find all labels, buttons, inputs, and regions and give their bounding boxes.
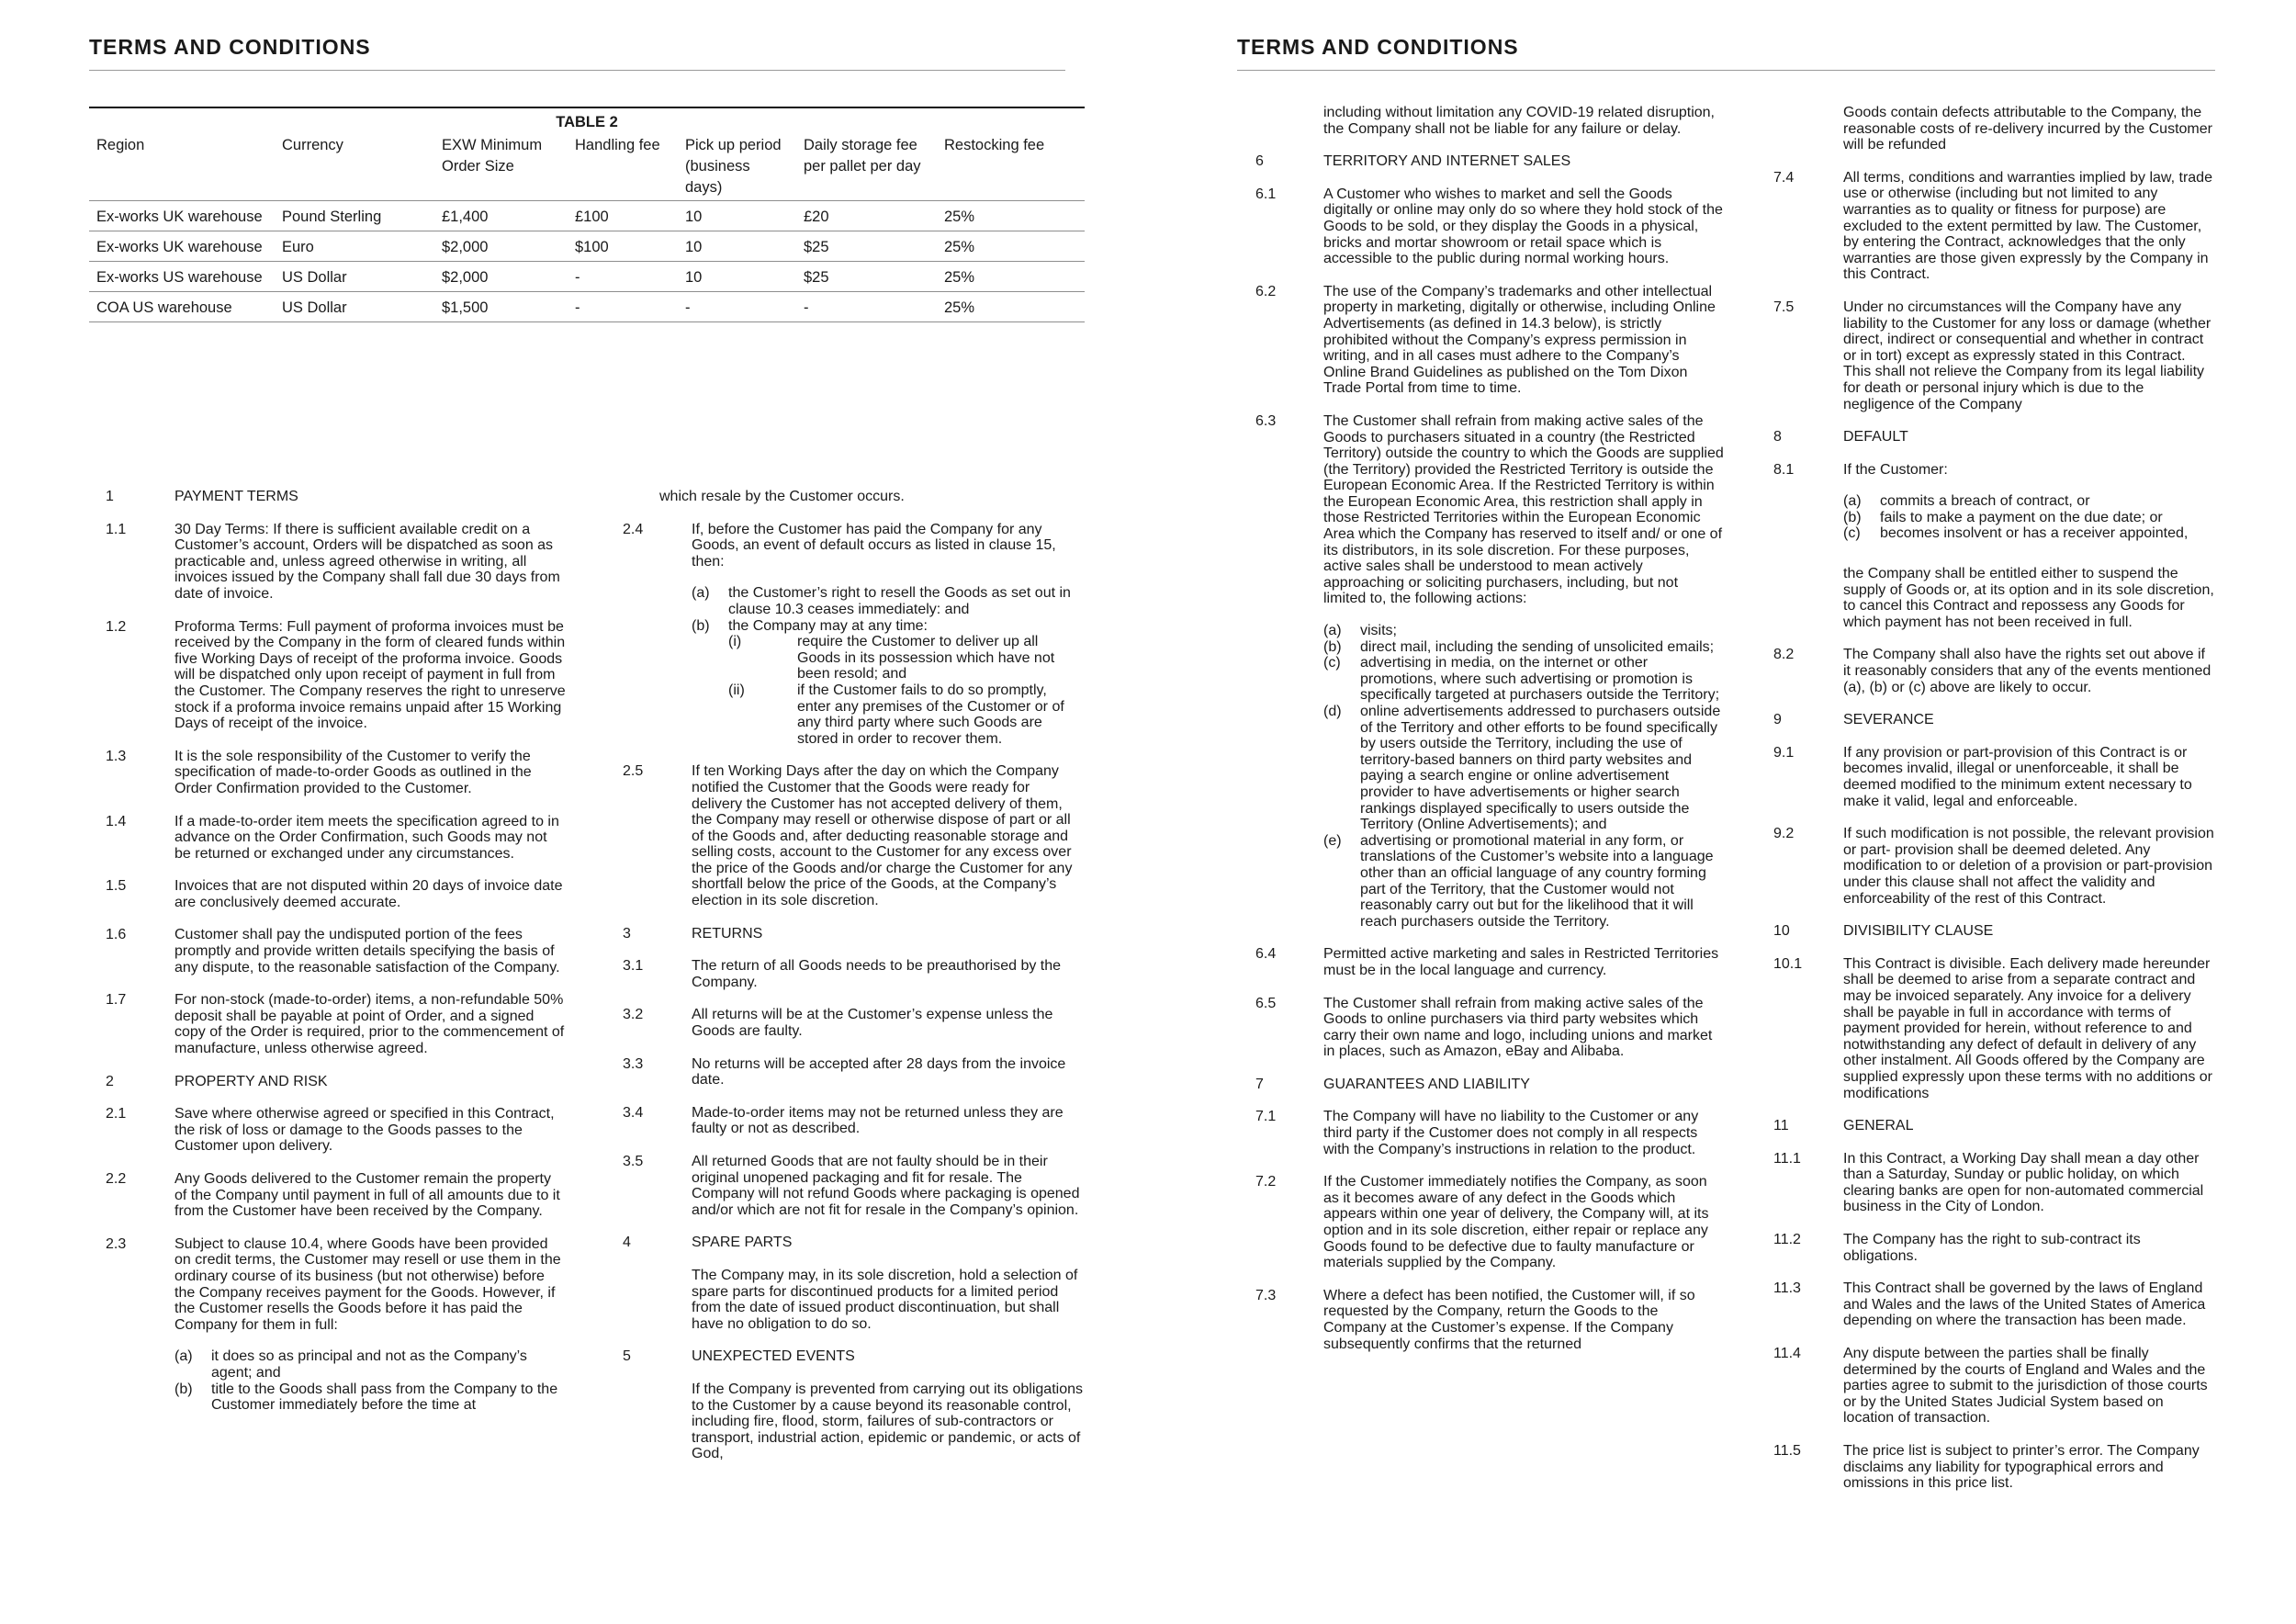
clause-number: 1.1 <box>106 521 127 537</box>
clause <box>1773 1151 2214 1215</box>
sub-clause <box>174 1382 567 1414</box>
table-cell: - <box>568 262 678 292</box>
header-currency: Currency <box>282 137 343 153</box>
section-title: SEVERANCE <box>1843 712 1934 728</box>
header-handling-fee: Handling fee <box>575 137 660 153</box>
sub-clause-label: (c) <box>1843 525 1861 542</box>
section-heading <box>623 1348 1084 1365</box>
table-cell: 10 <box>678 201 796 231</box>
header-divider <box>1237 70 2215 71</box>
clause-number: 2 <box>106 1073 114 1089</box>
sub-clause-text: fails to make a payment on the due date; or <box>1880 509 2163 525</box>
clause-number: 6.4 <box>1255 946 1277 963</box>
table-cell: Ex-works UK warehouse <box>89 231 275 262</box>
sub-clause-text: the Company may at any time: <box>728 617 928 634</box>
section-heading <box>89 1074 567 1090</box>
sub-clause-label: (b) <box>1323 638 1342 655</box>
clause-text: If the Company is prevented from carrying out its obligations to the Customer by a cause beyond its reasonable control, including fire, flood, storm, failures of sub-contractors or transport, industrial action, epidemic or pandemic, or acts of God, <box>692 1381 1083 1462</box>
sub-clause-label: (a) <box>692 585 710 602</box>
sub-clause <box>692 585 1084 617</box>
clause-text: The Company may, in its sole discretion, hold a selection of spare parts for discontinued products for a limited period from the date of issued product discontinuation, but shall have no obligation to do so. <box>692 1267 1078 1332</box>
clause-number: 1.6 <box>106 927 127 943</box>
sub-clause <box>1323 639 1724 656</box>
sub-clause-list <box>1843 493 2214 542</box>
clause-text: Goods contain defects attributable to the Company, the reasonable costs of re-delivery incurred by the Customer will be refunded <box>1843 105 2212 153</box>
clause-number: 7.4 <box>1773 169 1795 186</box>
clause <box>1255 413 1724 930</box>
clause-number: 9.2 <box>1773 826 1795 842</box>
clause <box>1773 826 2214 907</box>
clause-text: The Company has the right to sub-contract its obligations. <box>1843 1232 2141 1264</box>
clause <box>1773 647 2214 695</box>
table-cell: 25% <box>937 262 1085 292</box>
header-pickup-period: Pick up period (business days) <box>685 137 782 196</box>
sub-clause-label: (b) <box>174 1381 193 1397</box>
header-region: Region <box>96 137 145 153</box>
clause-text: If a made-to-order item meets the specification agreed to in advance on the Order Confirmation, such Goods may not be returned or exchanged under any circumstances. <box>174 813 559 862</box>
clause <box>623 763 1084 908</box>
sub-clause-list <box>1323 623 1724 930</box>
header-exw-minimum: EXW Minimum Order Size <box>442 137 543 175</box>
clause <box>1255 946 1724 978</box>
sub-clause <box>1323 833 1724 930</box>
clause-number: 7.2 <box>1255 1174 1277 1190</box>
clause-text: This Contract shall be governed by the laws of England and Wales and the laws of the United States of America depending on where the transaction has been made. <box>1843 1280 2206 1329</box>
table-cell: Euro <box>275 231 434 262</box>
clause-number: 1.2 <box>106 618 127 635</box>
section-title: RETURNS <box>692 925 763 942</box>
sub-clause-text: it does so as principal and not as the Company’s agent; and <box>211 1348 527 1381</box>
clause-number: 10.1 <box>1773 955 1803 972</box>
clause-text: Under no circumstances will the Company have any liability to the Customer for any loss or damage (whether direct, indirect or consequential and whether in contract or in tort) except as expressly stated in this Contract. This shall not relieve the Company from its legal liability for death or personal injury which is due to the negligence of the Company <box>1843 299 2212 412</box>
table-cell: £100 <box>568 201 678 231</box>
clause <box>623 1007 1084 1039</box>
clause <box>623 1056 1084 1088</box>
section-title: GUARANTEES AND LIABILITY <box>1323 1076 1530 1092</box>
sub-clause <box>692 618 1084 635</box>
sub-clause <box>1323 623 1724 639</box>
clause <box>89 522 567 603</box>
clause <box>1773 1280 2214 1329</box>
clause <box>89 1236 567 1414</box>
clause-text: Made-to-order items may not be returned unless they are faulty or not as described. <box>692 1104 1064 1137</box>
clause-text: The use of the Company’s trademarks and other intellectual property in marketing, digitally or otherwise, including Online Advertisements (as defined in 14.3 below), is strictly prohibited without the Company’s express permission in writing, and in all cases must adhere to the Company’s Online Brand Guidelines as published on the Tom Dixon Trade Portal from time to time. <box>1323 283 1716 397</box>
section-title: PROPERTY AND RISK <box>174 1073 328 1089</box>
clause-number: 2.5 <box>623 763 644 780</box>
clause-text: Any Goods delivered to the Customer remain the property of the Company until payment in full of all amounts due to it from the Customer have been received by the Company. <box>174 1171 560 1220</box>
clause <box>1773 170 2214 283</box>
sub-clause-text: title to the Goods shall pass from the Company to the Customer immediately before the time at <box>211 1381 558 1414</box>
clause-text: Proforma Terms: Full payment of proforma invoices must be received by the Company in the form of cleared funds within five Working Days of receipt of the proforma invoice. Goods will be dispatched only upon receipt of payment in full from the Customer. The Company reserves the right to unreserve stock if a proforma invoice remains unpaid after 15 Working Days of receipt of the invoice. <box>174 618 566 732</box>
sub-clause-text: advertising or promotional material in any form, or translations of the Customer’s website into a language other than an official language of any country forming part of the Territory, that the Customer would not reasonably carry out but for the likelihood that it will reach purchasers outside the Territory. <box>1360 832 1714 930</box>
table-cell: US Dollar <box>275 262 434 292</box>
clause-number: 4 <box>623 1235 631 1251</box>
table-cell: $100 <box>568 231 678 262</box>
clause-number: 3.4 <box>623 1104 644 1121</box>
clause <box>1773 105 2214 153</box>
clause-number: 6.3 <box>1255 412 1277 429</box>
table-cell: Ex-works UK warehouse <box>89 201 275 231</box>
clause-continuation: the Company shall be entitled either to suspend the supply of Goods or, at its option and in its sole discretion, to cancel this Contract and repossess any Goods for which payment has not been received in full. <box>1843 566 2214 630</box>
clause-text: Customer shall pay the undisputed portion of the fees promptly and provide written details specifying the basis of any dispute, to the reasonable satisfaction of the Company. <box>174 927 560 976</box>
sub-clause-label: (d) <box>1323 704 1342 719</box>
table-cell: 25% <box>937 231 1085 262</box>
sub-clause-text: commits a breach of contract, or <box>1880 493 2090 510</box>
clause-text: This Contract is divisible. Each delivery made hereunder shall be deemed to arise from a separate contract and may be invoiced separately. Any invoice for a delivery shall be payable in full in accordance with terms of payment provided for herein, without reference to and notwithstanding any defect of default in delivery of any other instalment. All Goods offered by the Company are supplied expressly upon these terms with no additions or modifications <box>1843 955 2212 1101</box>
clause-number: 7.5 <box>1773 299 1795 315</box>
clause <box>89 992 567 1056</box>
clause-number: 11.2 <box>1773 1232 1801 1248</box>
page-title: TERMS AND CONDITIONS <box>89 35 371 59</box>
table-cell: $25 <box>796 262 937 292</box>
clause-number: 1 <box>106 489 114 504</box>
clause-number: 11 <box>1773 1118 1789 1134</box>
clause-text: The Company will have no liability to the Customer or any third party if the Customer does not comply in all respects with the Company’s instructions in relation to the product. <box>1323 1109 1699 1157</box>
clause <box>1255 996 1724 1060</box>
clause-column-3 <box>1255 105 1724 1369</box>
clause-number: 3.5 <box>623 1154 644 1169</box>
sub-clause-text: direct mail, including the sending of unsolicited emails; <box>1360 638 1715 655</box>
clause <box>89 749 567 797</box>
section-heading <box>1773 923 2214 940</box>
sub-clause <box>174 1348 567 1381</box>
clause <box>1255 186 1724 267</box>
section-title: TERRITORY AND INTERNET SALES <box>1323 153 1571 170</box>
clause-number: 7.3 <box>1255 1287 1277 1303</box>
sub-clause-text: the Customer’s right to resell the Goods as set out in clause 10.3 ceases immediately: and <box>728 585 1071 617</box>
clause <box>89 927 567 976</box>
clause-number: 11.3 <box>1773 1280 1801 1297</box>
clause-number: 2.1 <box>106 1106 127 1122</box>
clause-number: 7 <box>1255 1076 1264 1092</box>
clause <box>1773 745 2214 809</box>
sub-clause-label: (a) <box>1323 623 1342 639</box>
clause <box>89 878 567 910</box>
clause <box>1773 299 2214 412</box>
clause-text: In this Contract, a Working Day shall mean a day other than a Saturday, Sunday or public holiday, on which clearing banks are open for non-automated commercial business in the City of London. <box>1843 1150 2204 1215</box>
page-title: TERMS AND CONDITIONS <box>1237 35 1519 59</box>
clause <box>623 1154 1084 1218</box>
clause <box>623 1268 1084 1332</box>
section-title: SPARE PARTS <box>692 1235 793 1251</box>
clause-text: The Company shall also have the rights set out above if it reasonably considers that any of the events mentioned (a), (b) or (c) above are likely to occur. <box>1843 647 2212 695</box>
section-title: UNEXPECTED EVENTS <box>692 1348 855 1365</box>
clause-number: 6.5 <box>1255 995 1277 1011</box>
clause-number: 1.5 <box>106 878 127 895</box>
clause-text: including without limitation any COVID-19 related disruption, the Company shall not be liable for any failure or delay. <box>1323 105 1715 137</box>
clause-number: 7.1 <box>1255 1109 1277 1125</box>
clause <box>623 1382 1084 1462</box>
table-row <box>89 262 1085 292</box>
table-cell: COA US warehouse <box>89 292 275 322</box>
clause <box>623 522 1084 748</box>
section-heading <box>1255 1077 1724 1093</box>
clause-column-4 <box>1773 105 2214 1508</box>
header-restocking-fee: Restocking fee <box>944 137 1045 153</box>
clause-text: The return of all Goods needs to be preauthorised by the Company. <box>692 958 1062 990</box>
sub-clause-text: visits; <box>1360 623 1397 639</box>
section-heading <box>623 926 1084 942</box>
clause-text: If the Customer: <box>1843 461 1948 478</box>
sub-clause-label: (b) <box>1843 509 1862 525</box>
sub-clause-label: (a) <box>1843 493 1862 510</box>
section-title: PAYMENT TERMS <box>174 489 298 504</box>
clause-number: 3.3 <box>623 1055 644 1072</box>
clause-text: All terms, conditions and warranties implied by law, trade use or otherwise (including but not limited to any warranties as to quality or fitness for purpose) are excluded to the extent permitted by law. The Customer, by entering the Contract, acknowledges that the only warranties are those given expressly by the Company in this Contract. <box>1843 169 2212 283</box>
clause-number: 10 <box>1773 923 1790 940</box>
sub-sub-clause <box>692 682 1084 747</box>
clause-number: 9.1 <box>1773 744 1795 761</box>
clause-number: 6 <box>1255 153 1264 170</box>
table-cell: US Dollar <box>275 292 434 322</box>
section-title: GENERAL <box>1843 1118 1914 1134</box>
clause-text: The Customer shall refrain from making active sales of the Goods to online purchasers via third party websites which carry their own name and logo, including unions and market in places, such as Amazon, eBay and Alibaba. <box>1323 995 1713 1060</box>
section-heading <box>1773 1118 2214 1134</box>
clause-number: 8 <box>1773 429 1782 445</box>
table-cell: - <box>568 292 678 322</box>
clause-number: 11.5 <box>1773 1443 1801 1459</box>
table-cell: Ex-works US warehouse <box>89 262 275 292</box>
clause-number: 9 <box>1773 712 1782 728</box>
clause-text: Save where otherwise agreed or specified in this Contract, the risk of loss or damage to the Goods passes to the Customer upon delivery. <box>174 1106 555 1155</box>
clause <box>1255 1174 1724 1271</box>
clause <box>89 814 567 863</box>
clause <box>1255 284 1724 397</box>
clause-number: 11.1 <box>1773 1150 1801 1167</box>
price-table <box>89 132 1085 322</box>
clause-text: If such modification is not possible, the relevant provision or part- provision shall be deemed deleted. Any modification to or deletion of a provision or part-provision under this clause shall not affect the validity and enforceability of the rest of this Contract. <box>1843 826 2214 907</box>
table-cell: $2,000 <box>434 262 568 292</box>
clause-column-1 <box>89 489 567 1430</box>
clause <box>1773 1232 2214 1264</box>
table-cell: - <box>796 292 937 322</box>
table-cell: Pound Sterling <box>275 201 434 231</box>
clause-number: 2.2 <box>106 1171 127 1187</box>
clause <box>89 1106 567 1155</box>
clause-text: 30 Day Terms: If there is sufficient available credit on a Customer’s account, Orders will be dispatched as soon as practicable and, unless agreed otherwise in writing, all invoices issued by the Company shall fall due 30 days from date of invoice. <box>174 521 560 602</box>
sub-clause-label: (e) <box>1323 832 1342 849</box>
sub-clause-list <box>692 585 1084 747</box>
clause-number: 1.7 <box>106 992 127 1009</box>
table-cell: 25% <box>937 201 1085 231</box>
clause <box>623 489 1084 505</box>
clause-text: All returns will be at the Customer’s expense unless the Goods are faulty. <box>692 1007 1053 1040</box>
clause-text: which resale by the Customer occurs. <box>659 489 905 504</box>
clause-text: Permitted active marketing and sales in Restricted Territories must be in the local language and currency. <box>1323 946 1719 978</box>
section-heading <box>1773 712 2214 728</box>
clause <box>89 619 567 732</box>
clause-number: 6.2 <box>1255 283 1277 299</box>
header-daily-storage: Daily storage fee per pallet per day <box>804 137 921 175</box>
sub-sub-clause-label: (ii) <box>728 682 745 698</box>
clause-text: No returns will be accepted after 28 days from the invoice date. <box>692 1055 1066 1088</box>
sub-clause-label: (a) <box>174 1348 193 1365</box>
clause <box>1773 956 2214 1101</box>
clause-text: A Customer who wishes to market and sell the Goods digitally or online may only do so where they hold stock of the Goods to be sold, or they display the Goods in a physical, bricks and mortar showroom or retail space which is accessible to the public during normal working hours. <box>1323 186 1723 267</box>
table-row <box>89 231 1085 262</box>
clause <box>1773 1346 2214 1427</box>
clause-text: If ten Working Days after the day on which the Company notified the Customer that the Goods were ready for delivery the Customer has not accepted delivery of them, the Company may resell or otherwise dispose of part or all of the Goods and, after deducting reasonable storage and selling costs, account to the Customer for any excess over the price of the Goods and/or charge the Customer for any shortfall below the price of the Goods, at the Company’s election in its sole discretion. <box>692 763 1073 909</box>
table-cell: £1,400 <box>434 201 568 231</box>
sub-sub-clause-label: (i) <box>728 634 742 650</box>
clause-number: 3.1 <box>623 958 644 975</box>
clause <box>1255 105 1724 137</box>
sub-clause <box>1323 655 1724 704</box>
table-cell: 10 <box>678 231 796 262</box>
clause-column-2 <box>623 489 1084 1479</box>
clause-text: It is the sole responsibility of the Customer to verify the specification of made-to-order Goods as outlined in the Order Confirmation provided to the Customer. <box>174 748 532 796</box>
clause-text: Where a defect has been notified, the Customer will, if so requested by the Company, return the Goods to the Company at the Customer’s expense. If the Company subsequently confirms that the returned <box>1323 1287 1695 1352</box>
clause-text: The Customer shall refrain from making active sales of the Goods to purchasers situated in a country (the Restricted Territory) outside the country to which the Goods are supplied (the Territory) provided the Restricted Territory is outside the European Economic Area. If the Restricted Territory is within the European Economic Area, this restriction shall apply in those Restricted Territories within the European Economic Area which the Company has reserved to itself and/ or one of its distributors, in its sole discretion. For these purposes, active sales shall be understood to mean actively approaching or soliciting purchasers, including, but not limited to, the following actions: <box>1323 412 1724 607</box>
section-title: DIVISIBILITY CLAUSE <box>1843 923 1994 940</box>
clause <box>623 1105 1084 1137</box>
sub-sub-clause-text: require the Customer to deliver up all Goods in its possession which have not been resold; and <box>797 634 1055 682</box>
clause-number: 1.4 <box>106 813 127 829</box>
clause-text: The price list is subject to printer’s error. The Company disclaims any liability for typographical errors and omissions in this price list. <box>1843 1443 2200 1492</box>
table-cell: 25% <box>937 292 1085 322</box>
table-row <box>89 292 1085 322</box>
table-cell: $25 <box>796 231 937 262</box>
section-heading <box>1255 153 1724 170</box>
clause <box>1255 1109 1724 1157</box>
sub-clause <box>1843 493 2214 510</box>
table-row <box>89 201 1085 231</box>
clause-number: 3 <box>623 925 631 942</box>
clause-number: 6.1 <box>1255 186 1277 202</box>
table-cell: 10 <box>678 262 796 292</box>
table-cell: $2,000 <box>434 231 568 262</box>
clause-text: All returned Goods that are not faulty should be in their original unopened packaging and fit for resale. The Company will not refund Goods where packaging is opened and/or which are not fit for resale in the Company’s opinion. <box>692 1154 1080 1218</box>
sub-sub-clause <box>692 634 1084 682</box>
sub-sub-clause-text: if the Customer fails to do so promptly, enter any premises of the Customer or of any third party where such Goods are stored in order to recover them. <box>797 682 1064 747</box>
clause-text: Any dispute between the parties shall be finally determined by the courts of England and Wales and the parties agree to submit to the jurisdiction of those courts or by the United States Judicial System based on location of transaction. <box>1843 1346 2208 1427</box>
clause-text: If any provision or part-provision of this Contract is or becomes invalid, illegal or unenforceable, it shall be deemed modified to the minimum extent necessary to make it valid, legal and enforceable. <box>1843 744 2192 809</box>
clause-number: 2.3 <box>106 1235 127 1252</box>
table-cell: £20 <box>796 201 937 231</box>
sub-clause-text: advertising in media, on the internet or other promotions, where such advertising or promotion is specifically targeted at purchasers outside the Territory; <box>1360 655 1720 704</box>
clause-text: If the Customer immediately notifies the Company, as soon as it becomes aware of any defect in the Goods which appears within one year of delivery, the Company will, at its option and in its sole discretion, either repair or replace any Goods found to be defective due to faulty manufacture or materials supplied by the Company. <box>1323 1174 1709 1271</box>
section-heading <box>89 489 567 505</box>
sub-clause <box>1843 510 2214 526</box>
sub-clause <box>1323 704 1724 833</box>
clause <box>1773 462 2214 631</box>
clause-text: For non-stock (made-to-order) items, a non-refundable 50% deposit shall be payable at point of Order, and a signed copy of the Order is required, prior to the commencement of manufacture, unless otherwise agreed. <box>174 992 565 1057</box>
clause <box>623 958 1084 990</box>
right-page <box>1148 0 2296 1624</box>
clause-number: 11.4 <box>1773 1346 1801 1362</box>
sub-clause <box>1843 525 2214 542</box>
clause-number: 3.2 <box>623 1007 644 1023</box>
clause-number: 2.4 <box>623 521 644 537</box>
table-cell: - <box>678 292 796 322</box>
clause-number: 5 <box>623 1348 631 1365</box>
section-title: DEFAULT <box>1843 429 1908 445</box>
clause-text: Invoices that are not disputed within 20 days of invoice date are conclusively deemed accurate. <box>174 878 563 910</box>
table-title: TABLE 2 <box>556 114 618 130</box>
clause-number: 8.2 <box>1773 647 1795 663</box>
clause <box>1255 1288 1724 1352</box>
section-heading <box>1773 429 2214 445</box>
sub-clause-text: becomes insolvent or has a receiver appointed, <box>1880 525 2189 542</box>
sub-clause-text: online advertisements addressed to purchasers outside of the Territory and other efforts to be found specifically by users outside the Territory, including the use of territory-based banners on third party websites and paying a search engine or online advertisement provider to have advertisements or higher search rankings displayed specifically to users outside the Territory (Online Advertisements); and <box>1360 704 1721 833</box>
sub-clause-list <box>174 1348 567 1413</box>
sub-clause-label: (b) <box>692 617 710 634</box>
clause-text: If, before the Customer has paid the Company for any Goods, an event of default occurs as listed in clause 15, then: <box>692 521 1056 570</box>
clause-number: 1.3 <box>106 748 127 764</box>
sub-clause-label: (c) <box>1323 655 1341 671</box>
clause-number: 8.1 <box>1773 461 1795 478</box>
section-heading <box>623 1235 1084 1251</box>
table-header-row <box>89 132 1085 201</box>
price-table-block <box>89 107 1085 322</box>
header-divider <box>89 70 1065 71</box>
table-cell: $1,500 <box>434 292 568 322</box>
clause <box>1773 1443 2214 1492</box>
clause-text: Subject to clause 10.4, where Goods have been provided on credit terms, the Customer may resell or use them in the ordinary course of its business (but not otherwise) before the Company receives payment for the Goods. However, if the Customer resells the Goods before it has paid the Company for them in full: <box>174 1235 561 1333</box>
clause <box>89 1171 567 1220</box>
